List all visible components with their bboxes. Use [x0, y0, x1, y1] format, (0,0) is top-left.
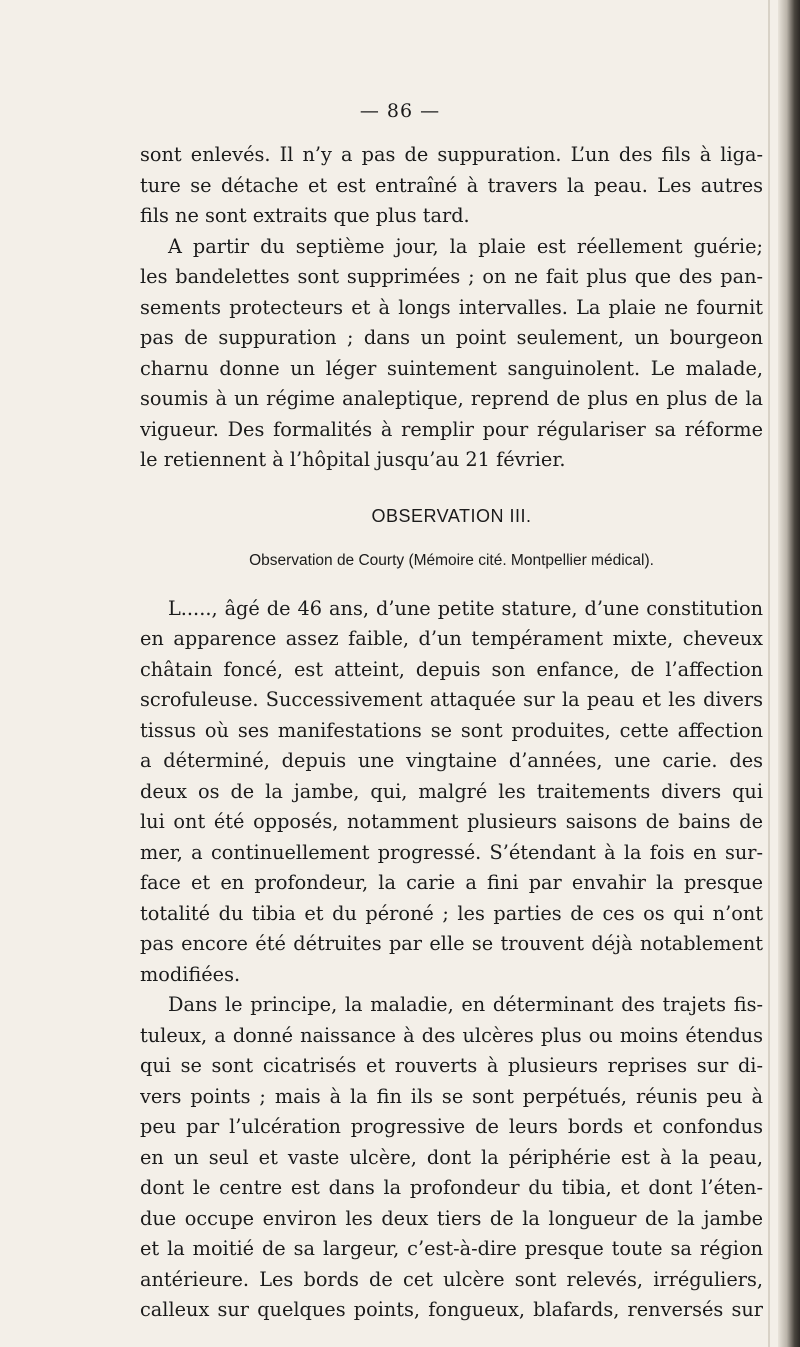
text-body [140, 140, 763, 1326]
text-line: châtain foncé, est atteint, depuis son enfance, de l’affection [140, 657, 763, 681]
text-line: calleux sur quelques points, fongueux, blafards, renversés sur [140, 1298, 763, 1321]
text-line: lui ont été opposés, notamment plusieurs saisons de bains de [140, 810, 763, 833]
text-line: mer, a continuellement progressé. S’étendant à la fois en sur- [140, 840, 763, 864]
text-line: A partir du septième jour, la plaie est réellement guérie; [168, 234, 763, 258]
text-line: dont le centre est dans la profondeur du tibia, et dont l’éten- [140, 1176, 763, 1199]
text-line: Dans le principe, la maladie, en déterminant des trajets fis- [168, 993, 763, 1016]
paragraph-3 [140, 594, 763, 991]
text-line: les bandelettes sont supprimées ; on ne fait plus que des pan- [140, 265, 763, 288]
text-line: tuleux, a donné naissance à des ulcères plus ou moins étendus [140, 1023, 763, 1047]
text-line: le retiennent à l’hôpital jusqu’au 21 février. [140, 448, 566, 471]
text-line: modifiées. [140, 962, 241, 986]
paragraph-1 [140, 140, 763, 232]
binding-edge [778, 0, 800, 1347]
spacer [140, 576, 763, 594]
observation-source: Observation de Courty (Mémoire cité. Montpellier médical). [249, 551, 654, 569]
spacer [140, 532, 763, 546]
text-line: en apparence assez faible, d’un tempérament mixte, cheveux [140, 627, 763, 650]
text-line: L....., âgé de 46 ans, d’une petite stature, d’une constitution [168, 596, 763, 620]
spacer [140, 476, 763, 500]
observation-title: OBSERVATION III. [371, 505, 532, 526]
text-line: deux os de la jambe, qui, malgré les traitements divers qui [140, 779, 763, 803]
paragraph-2 [140, 232, 763, 476]
text-line: scrofuleuse. Successivement attaquée sur la peau et les divers [140, 688, 763, 711]
binding-shadow-line [768, 0, 770, 1347]
text-line: sements protecteurs et à longs intervalles. La plaie ne fournit [140, 295, 763, 319]
text-line: totalité du tibia et du péroné ; les parties de ces os qui n’ont [140, 901, 763, 925]
text-line: tissus où ses manifestations se sont produites, cette affection [140, 718, 763, 742]
text-line: en un seul et vaste ulcère, dont la périphérie est à la peau, [140, 1145, 763, 1169]
text-line: pas encore été détruites par elle se trouvent déjà notablement [140, 932, 763, 955]
text-line: fils ne sont extraits que plus tard. [140, 204, 470, 227]
paragraph-4 [140, 990, 763, 1326]
text-line: peu par l’ulcération progressive de leurs bords et confondus [140, 1115, 763, 1138]
text-line: pas de suppuration ; dans un point seulement, un bourgeon [140, 326, 763, 349]
text-line: vers points ; mais à la fin ils se sont perpétués, réunis peu à [140, 1084, 763, 1108]
text-line: face et en profondeur, la carie a fini par envahir la presque [140, 871, 763, 894]
text-line: ture se détache et est entraîné à travers la peau. Les autres [140, 173, 763, 197]
text-line: charnu donne un léger suintement sanguinolent. Le malade, [140, 356, 763, 380]
text-line: a déterminé, depuis une vingtaine d’années, une carie. des [140, 749, 763, 772]
page-number: — 86 — [359, 100, 441, 122]
text-line: due occupe environ les deux tiers de la longueur de la jambe [140, 1206, 763, 1230]
text-line: qui se sont cicatrisés et rouverts à plusieurs reprises sur di- [140, 1054, 763, 1077]
text-line: sont enlevés. Il n’y a pas de suppuration. L’un des fils à liga- [140, 143, 763, 166]
text-line: et la moitié de sa largeur, c’est-à-dire presque toute sa région [140, 1237, 763, 1260]
text-line: antérieure. Les bords de cet ulcère sont relevés, irréguliers, [140, 1267, 763, 1291]
text-line: soumis à un régime analeptique, reprend de plus en plus de la [140, 387, 763, 410]
text-line: vigueur. Des formalités à remplir pour régulariser sa réforme [140, 417, 763, 441]
